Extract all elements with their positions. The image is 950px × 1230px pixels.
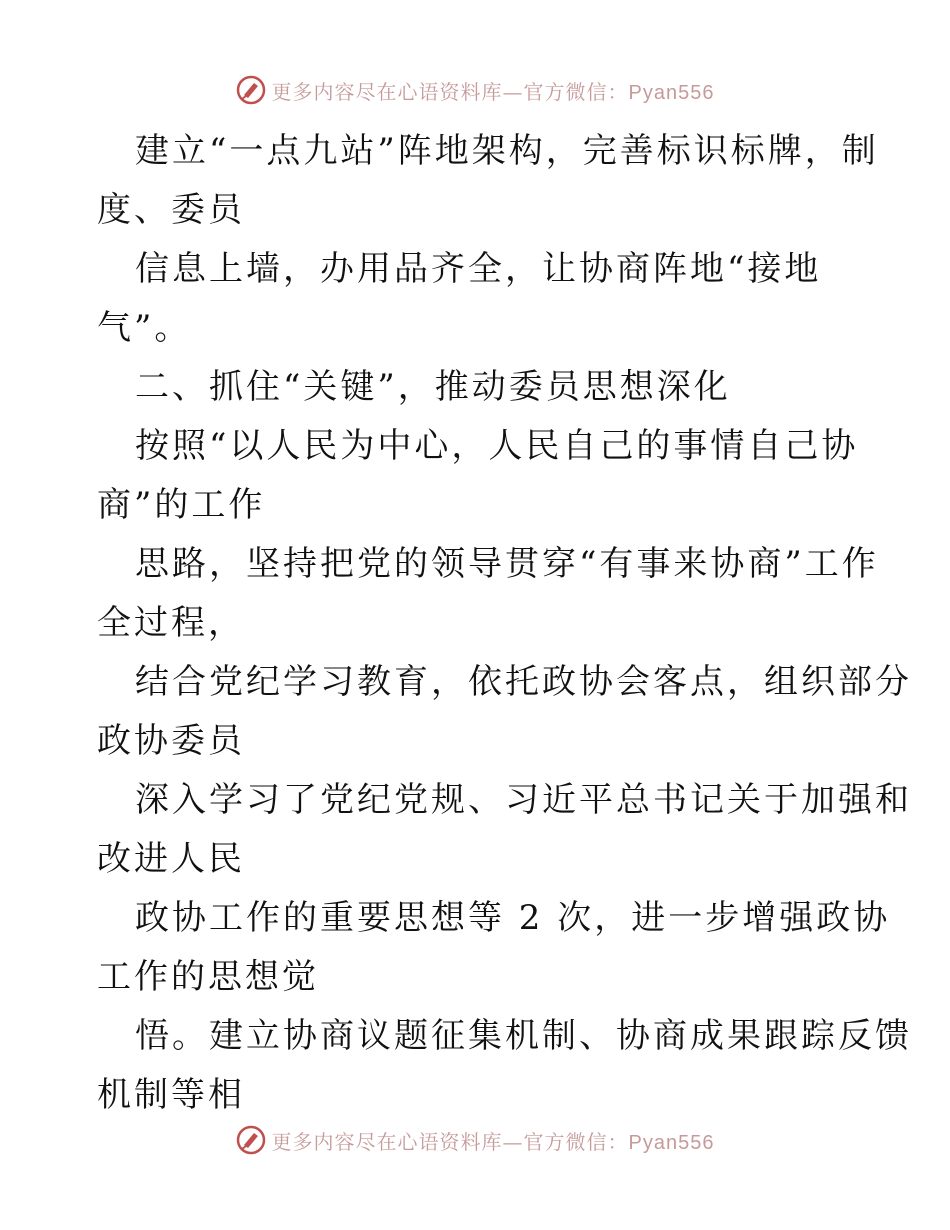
text-line: 深入学习了党纪党规、习近平总书记关于加强和 xyxy=(135,780,912,820)
text-line: 度、委员 xyxy=(97,190,245,230)
header-watermark xyxy=(0,70,950,110)
text-line: 气”。 xyxy=(97,308,192,348)
text-line: 全过程， xyxy=(97,603,245,643)
watermark-text: 更多内容尽在心语资料库—官方微信：Pyan556 xyxy=(271,79,715,104)
text-line: 按照“以人民为中心，人民自己的事情自己协 xyxy=(135,426,859,466)
text-line: 思路，坚持把党的领导贯穿“有事来协商”工作 xyxy=(135,544,879,584)
text-line: 政协委员 xyxy=(97,721,245,761)
text-line: 机制等相 xyxy=(97,1075,245,1115)
text-line: 改进人民 xyxy=(97,839,245,879)
red-seal-logo-icon xyxy=(236,75,266,105)
text-line: 建立“一点九站”阵地架构，完善标识标牌，制 xyxy=(135,131,879,171)
watermark-text: 更多内容尽在心语资料库—官方微信：Pyan556 xyxy=(271,1129,715,1154)
footer-watermark xyxy=(0,1120,950,1160)
text-line: 政协工作的重要思想等 2 次，进一步增强政协 xyxy=(135,898,891,938)
text-line: 悟。建立协商议题征集机制、协商成果跟踪反馈 xyxy=(135,1016,912,1056)
text-line: 信息上墙，办用品齐全，让协商阵地“接地 xyxy=(135,249,822,289)
document-body xyxy=(97,122,912,1125)
text-line: 结合党纪学习教育，依托政协会客点，组织部分 xyxy=(135,662,912,702)
text-line: 二、抓住“关键”，推动委员思想深化 xyxy=(135,367,731,407)
text-line: 商”的工作 xyxy=(97,485,266,525)
text-line: 工作的思想觉 xyxy=(97,957,319,997)
red-seal-logo-icon xyxy=(236,1125,266,1155)
